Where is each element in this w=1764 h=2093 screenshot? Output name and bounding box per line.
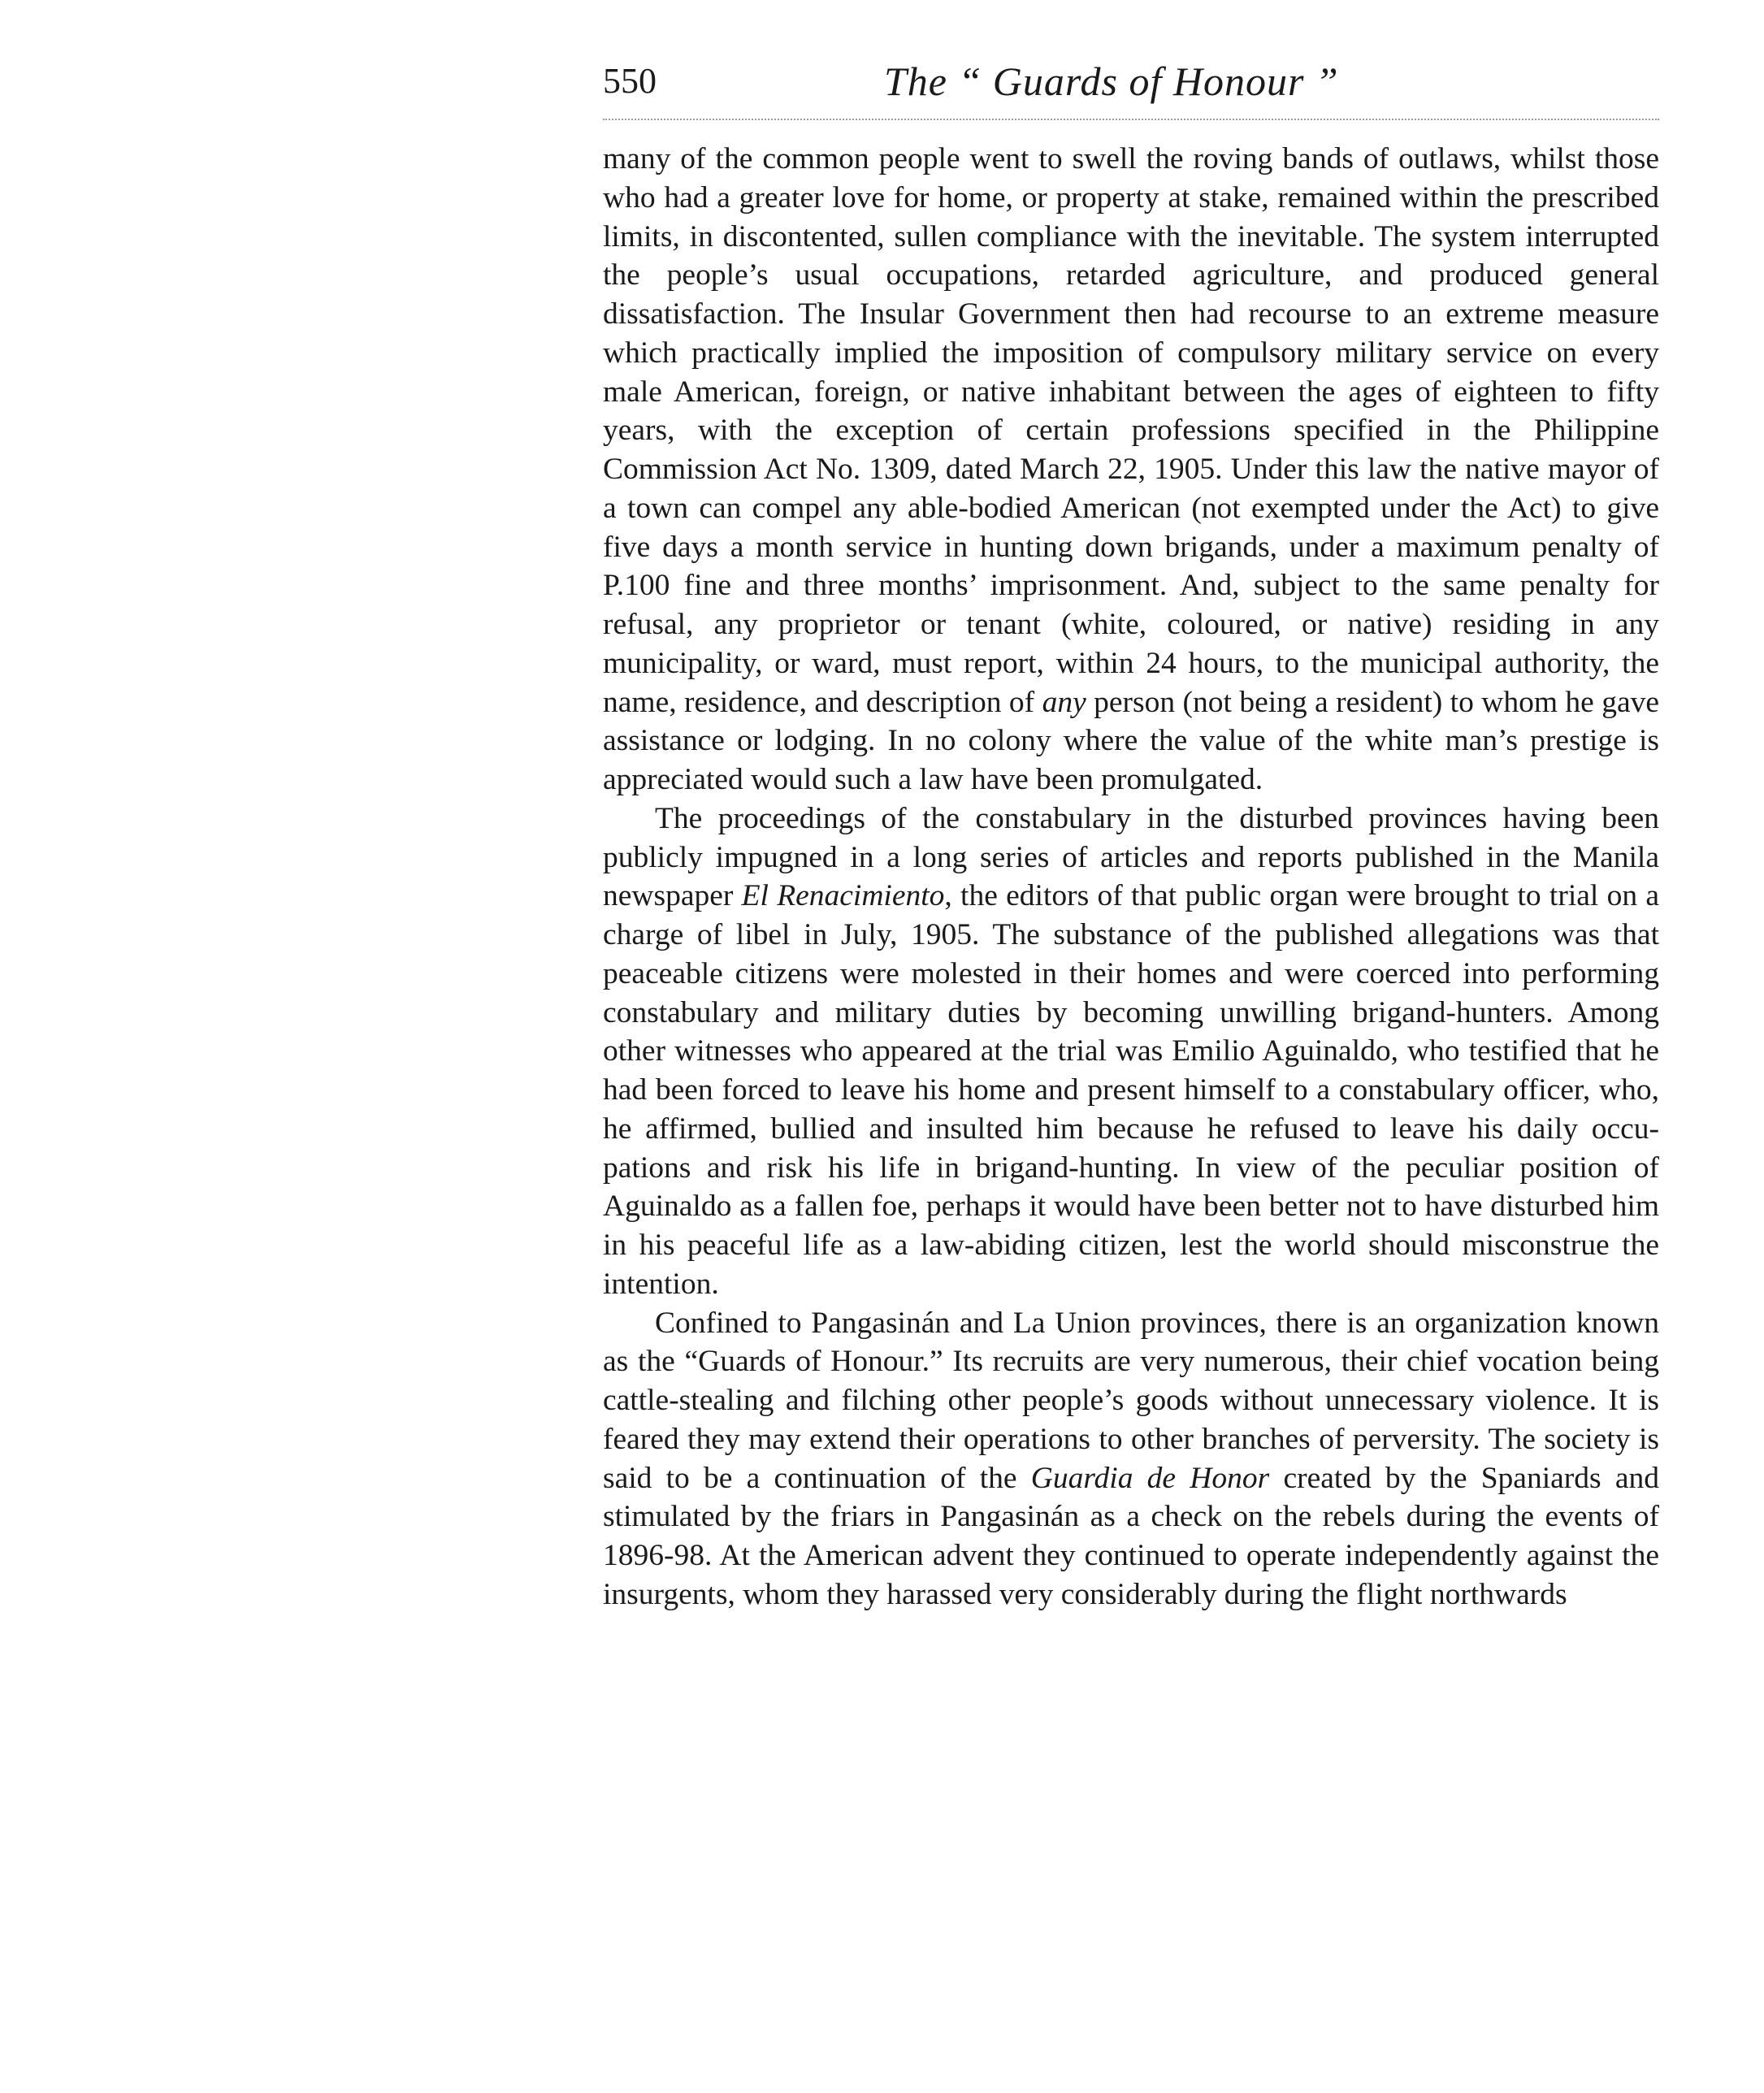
paragraph-1-text: many of the common people went to swell the roving bands of outlaws, whilst those who had a greater love for home, or property at stake, remained within the prescribed limits, in discontented, sullen compliance with the inevitable. The system interrupted the people’s usual occupations, retarded agriculture, and produced general dissatisfaction. The Insular Government then had recourse to an extreme measure which practically implied the imposition of compulsory military service on every male American, foreign, or native inhabitant between the ages of eighteen to fifty years, with the exception of certain professions specified in the Philippine Commission Act No. 1309, dated March 22, 1905. Under this law the native mayor of a town can compel any able-bodied American (not exempted under the Act) to give five days a month service in hunting down brigands, under a maximum penalty of P.100 fine and three months’ imprisonment. And, subject to the same penalty for refusal, any proprietor or tenant (white, coloured, or native) residing in any municipality, or ward, must report, within 24 hours, to the municipal authority, the name, residence, and description of xyxy=(603,142,1659,719)
paragraph-2-text: The proceedings of the constabulary in the disturbed provinces having been publicly impugned in a long series of articles and reports published in the Manila newspaper xyxy=(603,801,1659,913)
paragraph-3-text-end: created by the Spaniards and stimulated by the friars in Pangasinán as a check on the rebels during the events of 1896-98. At the American advent they continued to operate independently against the insurgents, whom they harassed very considerably during the flight northwards xyxy=(603,1461,1659,1611)
page-number: 550 xyxy=(603,61,657,101)
society-name: Guardia de Honor xyxy=(1030,1461,1270,1495)
paragraph-1-text-end: person (not being a resident) to whom he gave assistance or lodging. In no colony where the value of the white man’s prestige is appreciated would such a law have been promulgated. xyxy=(603,685,1659,796)
paragraph-2 xyxy=(603,800,1659,1304)
paragraph-2-text-end: , the editors of that public organ were brought to trial on a charge of libel in July, 1905. The substance of the published allegations was that peaceable citizens were molested in their homes and were coerced into performing constabulary and military duties by becoming unwilling brigand-hunters. Among other witnesses who appeared at the trial was Emilio Aguinaldo, who testified that he had been forced to leave his home and present himself to a constabulary officer, who, he affirmed, bullied and insulted him because he refused to leave his daily occu-pations and risk his life in brigand-hunting. In view of the peculiar position of Aguinaldo as a fallen foe, perhaps it would have been better not to have disturbed him in his peaceful life as a law-abiding citizen, lest the world should misconstrue the intention. xyxy=(603,879,1659,1301)
newspaper-title: El Renacimiento xyxy=(741,879,945,913)
paragraph-3 xyxy=(603,1304,1659,1614)
header-rule xyxy=(603,119,1659,120)
paragraph-1 xyxy=(603,140,1659,800)
body-text xyxy=(603,140,1659,1614)
emphasis-any: any xyxy=(1042,685,1086,719)
page-header xyxy=(603,57,1659,114)
running-title: The “ Guards of Honour ” xyxy=(884,58,1339,104)
paragraph-3-text: Confined to Pangasinán and La Union provinces, there is an organization known as the “Guards of Honour.” Its recruits are very numerous, their chief vocation being cattle-stealing and filching other people’s goods without unnecessary violence. It is feared they may extend their operations to other branches of perversity. The society is said to be a continuation of the xyxy=(603,1306,1659,1495)
